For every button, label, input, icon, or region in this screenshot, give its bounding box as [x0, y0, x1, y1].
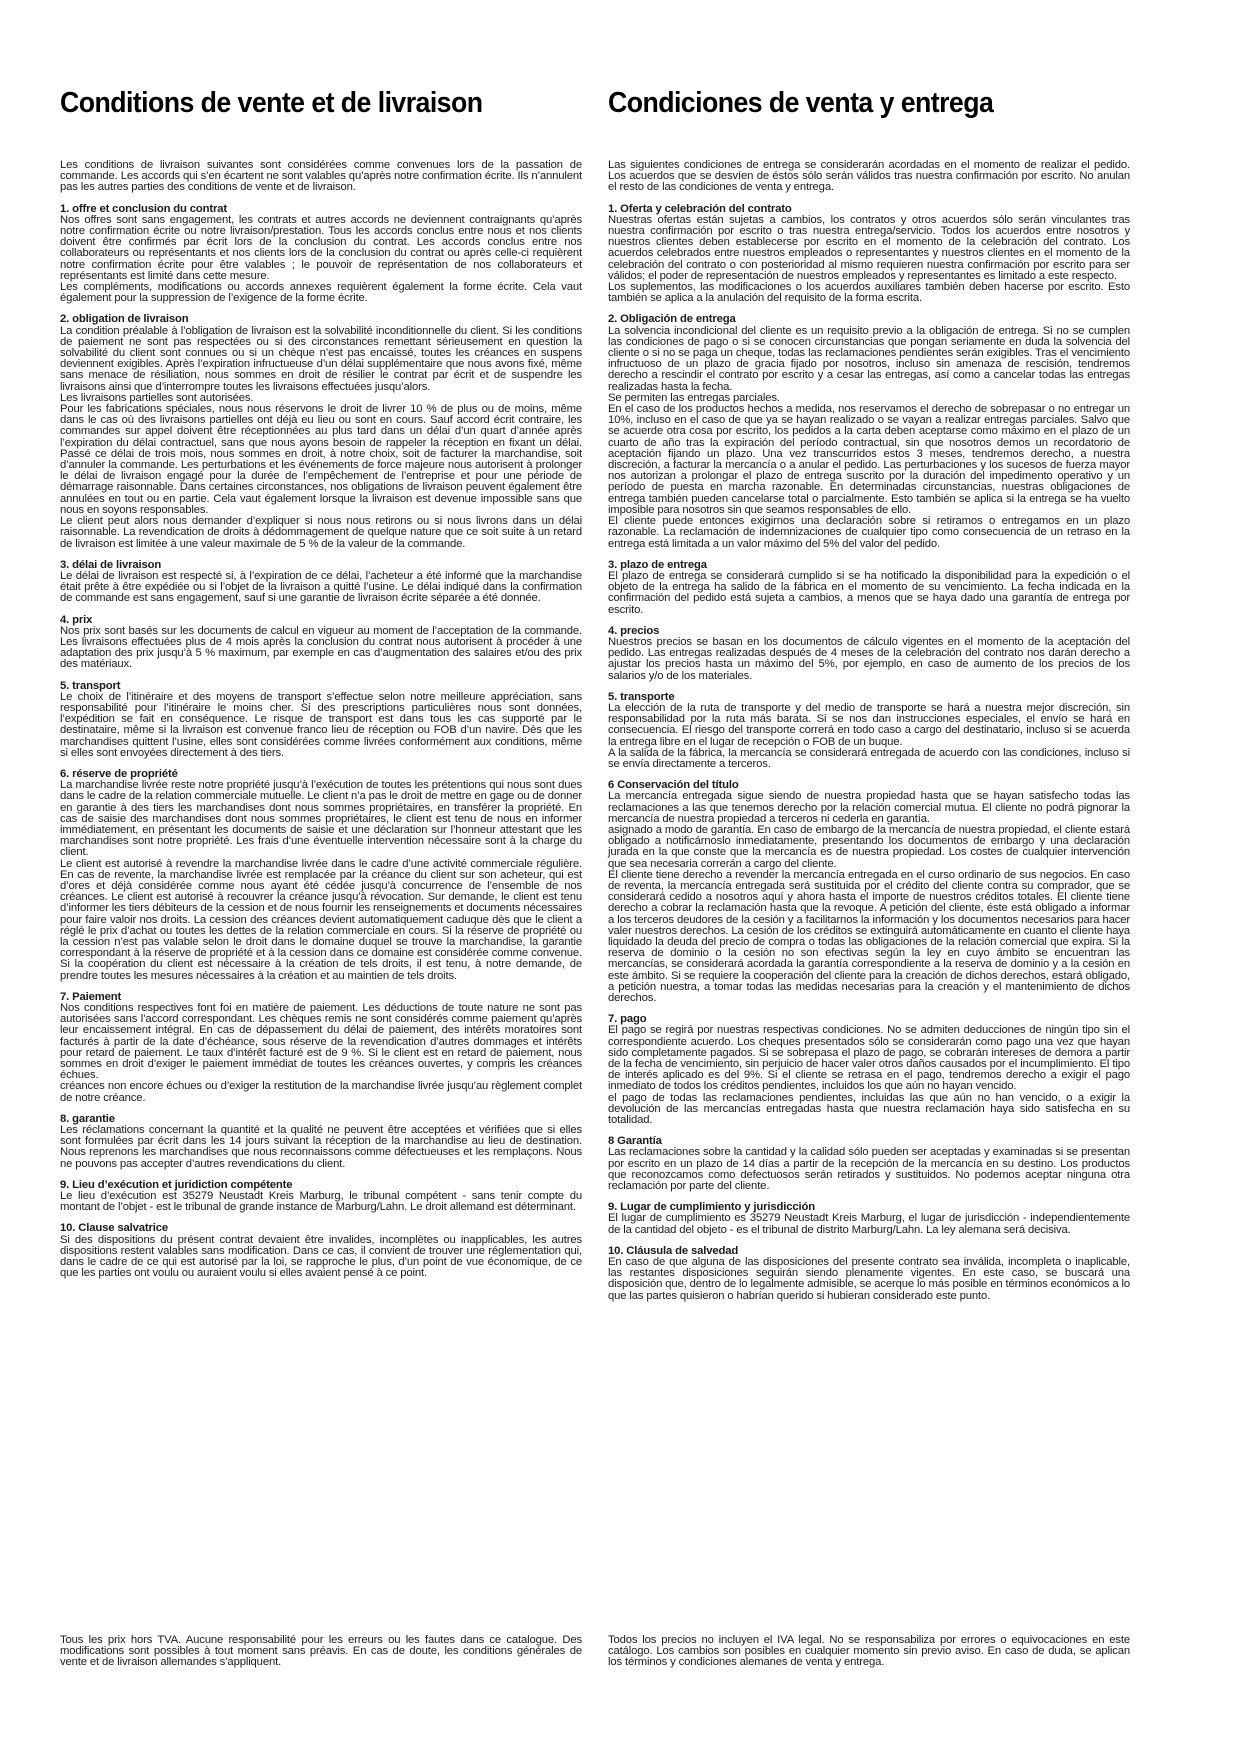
section-es-10	[608, 1246, 1130, 1302]
section-fr-1	[60, 204, 582, 305]
section-paragraph: El lugar de cumplimiento es 35279 Neustadt Kreis Marburg, el lugar de jurisdicción - independientemente de la cantidad del objeto - es el tribunal de distrito Marburg/Lahn. La ley alemana será decisiva.	[608, 1212, 1130, 1236]
section-title: 4. prix	[60, 613, 93, 626]
page-title-es: Condiciones de venta y entrega	[608, 87, 994, 119]
section-paragraph: El pago se regirá por nuestras respectivas condiciones. No se admiten deducciones de ningún tipo sin el correspondiente acuerdo. Los cheques presentados sólo se considerarán como pago una vez que hayan sido completamente pagados. Si se sobrepasa el plazo de pago, se cobrarán intereses de demora a partir de la fecha de vencimiento, sin perjuicio de hacer valer otros daños causados por el incumplimiento. El tipo de interés aplicado es del 9%. Si el cliente se retrasa en el pago, tendremos derecho a exigir el pago inmediato de todos los créditos pendientes, incluidos los que aún no hayan vencido.	[608, 1024, 1130, 1093]
section-paragraph: Nuestras ofertas están sujetas a cambios, los contratos y otros acuerdos sólo serán vinculantes tras nuestra confirmación por escrito o tras nuestra entrega/servicio. Todos los acuerdos entre nosotros y nuestros clientes deben establecerse por escrito en el momento de la celebración del contrato. Los acuerdos celebrados entre nuestros empleados o representantes y nuestros clientes en el momento de la celebración del contrato o con posterioridad al mismo requieren nuestra confirmación por escrito para ser válidos; el poder de representación de nuestros empleados y representantes es limitado a este respecto.	[608, 213, 1130, 282]
section-es-3	[608, 560, 1130, 616]
section-es-9	[608, 1202, 1130, 1236]
section-fr-2	[60, 314, 582, 549]
section-paragraph: Le choix de l’itinéraire et des moyens de transport s’effectue selon notre meilleure appréciation, sans responsabilité pour l’itinéraire le moins cher. Si des prescriptions particulières nous sont données, l’expédition se fait en conséquence. Le risque de transport est dans tous les cas supporté par le destinataire, même si la livraison est convenue franco lieu de réception ou FOB d’un navire. Dès que les marchandises quittent l’usine, elles sont considérées comme livrées conformément aux conditions, même si elles sont envoyées directement à des tiers.	[60, 690, 582, 759]
section-title: 9. Lieu d’exécution et juridiction compétente	[60, 1178, 293, 1191]
section-paragraph: Nuestros precios se basan en los documentos de cálculo vigentes en el momento de la aceptación del pedido. Las entregas realizadas después de 4 meses de la celebración del contrato nos darán derecho a ajustar los precios hasta un máximo del 5%, por ejemplo, en caso de aumento de los precios de los salarios y/o de los materiales.	[608, 635, 1130, 682]
section-paragraph: El cliente puede entonces exigirnos una declaración sobre si retiramos o entregamos en un plazo razonable. La reclamación de indemnizaciones de cualquier tipo como consecuencia de un retraso en la entrega está limitada a un valor máximo del 5% del valor del pedido.	[608, 515, 1130, 550]
page-title-fr: Conditions de vente et de livraison	[60, 87, 483, 119]
section-paragraph: Le délai de livraison est respecté si, à l’expiration de ce délai, l’acheteur a été informé que la marchandise était prête à être expédiée ou si l’objet de la livraison a quitté l’usine. Le délai indiqué dans la confirmation de commande est sans engagement, sauf si une garantie de livraison écrite séparée a été donnée.	[60, 569, 582, 605]
section-paragraph: Le client est autorisé à revendre la marchandise livrée dans le cadre d’une activité commerciale régulière. En cas de revente, la marchandise livrée est remplacée par la créance du client sur son acheteur, qui est d’ores et déjà considérée comme nous ayant été cédée jusqu’à concurrence de l’ensemble de nos créances. Le client est autorisé à recouvrer la créance jusqu’à révocation. Sur demande, le client est tenu d’informer les tiers débiteurs de la cession et de nous fournir les renseignements et documents nécessaires pour faire valoir nos droits. La cession des créances devient automatiquement caduque dès que le client a réglé le prix d’achat ou toutes les dettes de la relation commerciale en cours. Si la réserve de propriété ou la cession n’est pas valable selon le droit dans le domaine duquel se trouve la marchandise, la garantie correspondant à la réserve de propriété et à la cession dans ce domaine est considérée comme convenue. Si la coopération du client est nécessaire à la création de tels droits, il est tenu, à notre demande, de prendre toutes les mesures nécessaires à la création et au maintien de tels droits.	[60, 857, 582, 982]
section-title: 10. Clause salvatrice	[60, 1222, 169, 1235]
section-paragraph: La elección de la ruta de transporte y del medio de transporte se hará a nuestra mejor discreción, sin responsabilidad por la ruta más barata. Si se nos dan instrucciones especiales, el envío se hará en consecuencia. El riesgo del transporte correrá en todo caso a cargo del destinatario, incluso si se acuerda la entrega libre en el lugar de recepción o FOB de un buque.	[608, 701, 1130, 748]
section-fr-8	[60, 1114, 582, 1170]
section-title: 2. Obligación de entrega	[608, 313, 736, 326]
section-es-1	[608, 204, 1130, 305]
section-title: 7. pago	[608, 1013, 647, 1026]
section-paragraph: La condition préalable à l’obligation de livraison est la solvabilité inconditionnelle du client. Si les conditions de paiement ne sont pas respectées ou si des circonstances remettant sérieusement en question la solvabilité du client sont connues ou si un chèque n’est pas encaissé, toutes les créances en suspens deviennent exigibles. Après l’expiration infructueuse d’un délai supplémentaire que nous avons fixé, même sans menace de résiliation, nous sommes en droit de résilier le contrat par écrit et de suspendre les livraisons ainsi que d’interrompre toutes les livraisons effectuées jusqu’alors.	[60, 324, 582, 393]
section-fr-3	[60, 560, 582, 605]
section-paragraph: el pago de todas las reclamaciones pendientes, incluidas las que aún no han vencido, o a exigir la devolución de las mercancías entregadas hasta que nuestra reclamación haya sido satisfecha en su totalidad.	[608, 1091, 1130, 1127]
section-paragraph: La mercancía entregada sigue siendo de nuestra propiedad hasta que se hayan satisfecho todas las reclamaciones a las que tenemos derecho por la relación comercial mutua. El cliente no podrá pignorar la mercancía de nuestra propiedad a terceros ni cederla en garantía.	[608, 790, 1130, 825]
section-paragraph: Nos offres sont sans engagement, les contrats et autres accords ne deviennent contraignants qu’après notre confirmation écrite ou notre livraison/prestation. Tous les accords conclus entre nous et nos clients doivent être confirmés par écrit lors de la conclusion du contrat. Les accords conclus entre nos collaborateurs ou représentants et nos clients lors de la conclusion du contrat ou après celle-ci requièrent notre confirmation écrite pour être valables ; le pouvoir de représentation de nos collaborateurs et représentants est limité dans cette mesure.	[60, 213, 582, 282]
footer-note-fr: Tous les prix hors TVA. Aucune responsabilité pour les erreurs ou les fautes dans ce catalogue. Des modifications sont possibles à tout moment sans préavis. En cas de doute, les conditions générales de vente et de livraison allemandes s’appliquent.	[60, 1634, 582, 1669]
section-paragraph: Nos prix sont basés sur les documents de calcul en vigueur au moment de l’acceptation de la commande. Les livraisons effectuées plus de 4 mois après la conclusion du contrat nous autorisent à procéder à une adaptation des prix jusqu’à 5 % maximum, par exemple en cas d’augmentation des salaires et/ou des prix des matériaux.	[60, 624, 582, 671]
section-paragraph: El plazo de entrega se considerará cumplido si se ha notificado la disponibilidad para la expedición o el objeto de la entrega ha salido de la fábrica en el momento de su vencimiento. La fecha indicada en la confirmación del pedido está sujeta a cambios, a menos que se haya dado una garantía de entrega por escrito.	[608, 569, 1130, 616]
section-paragraph: En caso de que alguna de las disposiciones del presente contrato sea inválida, incompleta o inaplicable, las restantes disposiciones seguirán siendo plenamente vigentes. En este caso, se buscará una disposición que, dentro de lo legalmente admisible, se acerque lo más posible en términos económicos a lo que las partes quisieron o habrían querido si hubieran considerado este punto.	[608, 1256, 1130, 1302]
section-paragraph: Le client peut alors nous demander d’expliquer si nous nous retirons ou si nous livrons dans un délai raisonnable. La revendication de droits à dédommagement de quelque nature que ce soit suite à un retard de livraison est limitée à une valeur maximale de 5 % de la valeur de la commande.	[60, 515, 582, 550]
section-paragraph: Le lieu d’exécution est 35279 Neustadt Kreis Marburg, le tribunal compétent - sans tenir compte du montant de l’objet - est le tribunal de grande instance de Marburg/Lahn. Le droit allemand est déterminant.	[60, 1190, 582, 1214]
section-title: 4. precios	[608, 624, 660, 637]
section-es-7	[608, 1014, 1130, 1126]
section-paragraph: asignado a modo de garantía. En caso de embargo de la mercancía de nuestra propiedad, el cliente estará obligado a notificárnoslo inmediatamente, presentando los documentos de embargo y una declaración jurada en la que conste que la mercancía es de nuestra propiedad. Los costes de cualquier intervención que sea necesaria correrán a cargo del cliente.	[608, 823, 1130, 870]
section-title: 7. Paiement	[60, 990, 122, 1003]
section-title: 6 Conservación del título	[608, 779, 739, 792]
section-fr-5	[60, 681, 582, 759]
footer-note-es: Todos los precios no incluyen el IVA legal. No se responsabiliza por errores o equivocaciones en este catálogo. Los cambios son posibles en cualquier momento sin previo aviso. En caso de duda, se aplican los términos y condiciones alemanes de venta y entrega.	[608, 1634, 1130, 1669]
section-fr-7	[60, 992, 582, 1104]
section-es-8	[608, 1136, 1130, 1192]
section-paragraph: Nos conditions respectives font foi en matière de paiement. Les déductions de toute nature ne sont pas autorisées sans l’accord correspondant. Les chèques remis ne sont considérés comme paiement qu’après leur encaissement intégral. En cas de dépassement du délai de paiement, des intérêts moratoires sont facturés à partir de la date d’échéance, sous réserve de la revendication d’autres dommages et intérêts pour retard de paiement. Le taux d’intérêt facturé est de 9 %. Si le client est en retard de paiement, nous sommes en droit d’exiger le paiement immédiat de toutes les créances ouvertes, y compris les créances échues.	[60, 1002, 582, 1082]
section-title: 5. transport	[60, 679, 121, 692]
section-paragraph: La solvencia incondicional del cliente es un requisito previo a la obligación de entrega. Si no se cumplen las condiciones de pago o si se conocen circunstancias que pongan seriamente en duda la solvencia del cliente o si no se paga un cheque, todas las reclamaciones pendientes serán exigibles. Tras el vencimiento infructuoso de un plazo de gracia fijado por nosotros, incluso sin amenaza de rescisión, tendremos derecho a rescindir el contrato por escrito y a cesar las entregas, así como a cancelar todas las entregas realizadas hasta la fecha.	[608, 324, 1130, 393]
sections-fr	[60, 204, 582, 1280]
section-title: 8 Garantía	[608, 1135, 662, 1148]
section-es-6	[608, 780, 1130, 1004]
section-paragraph: La marchandise livrée reste notre propriété jusqu’à l’exécution de toutes les prétentions qui nous sont dues dans le cadre de la relation commerciale mutuelle. Le client n’a pas le droit de mettre en gage ou de donner en garantie à des tiers les marchandises dont nous sommes propriétaires, en transférer la propriété. En cas de saisie des marchandises dont nous sommes propriétaires, le client est tenu de nous en informer immédiatement, en présentant les documents de saisie et une déclaration sur l’honneur attestant que les marchandises sont notre propriété. Les frais d’une éventuelle intervention nécessaire sont à la charge du client.	[60, 779, 582, 859]
section-paragraph: Las reclamaciones sobre la cantidad y la calidad sólo pueden ser aceptadas y examinadas si se presentan por escrito en un plazo de 14 días a partir de la recepción de la mercancía en su destino. Los productos que reconozcamos como defectuosos serán retirados y sustituidos. No podemos aceptar ninguna otra reclamación por parte del cliente.	[608, 1146, 1130, 1193]
section-title: 10. Cláusula de salvedad	[608, 1244, 739, 1257]
section-title: 5. transporte	[608, 690, 675, 703]
section-paragraph: Les livraisons partielles sont autorisées.	[60, 391, 254, 404]
section-title: 3. plazo de entrega	[608, 558, 707, 571]
section-title: 2. obligation de livraison	[60, 313, 189, 326]
section-paragraph: A la salida de la fábrica, la mercancía se considerará entregada de acuerdo con las condiciones, incluso si se envía directamente a terceros.	[608, 746, 1130, 770]
section-fr-4	[60, 615, 582, 671]
section-title: 9. Lugar de cumplimiento y jurisdicción	[608, 1201, 815, 1214]
section-paragraph: En el caso de los productos hechos a medida, nos reservamos el derecho de sobrepasar o no entregar un 10%, incluso en el caso de que ya se hayan realizado o se vayan a realizar entregas parciales. Salvo que se acuerde otra cosa por escrito, los pedidos a la carta deben aceptarse como máximo en el plazo de un cuarto de año tras la expiración del período contractual, sin que nosotros demos un recordatorio de aceptación fijando un plazo. Una vez transcurridos estos 3 meses, tendremos derecho, a nuestra discreción, a facturar la mercancía o a anular el pedido. Las perturbaciones y los sucesos de fuerza mayor nos autorizan a prolongar el plazo de entrega suscrito por la duración del impedimento operativo y un período de puesta en marcha razonable. En determinadas circunstancias, nuestras obligaciones de entrega también pueden cancelarse total o parcialmente. Esto también se aplica si la entrega se ha vuelto imposible para nosotros sin que seamos responsables de ello.	[608, 403, 1130, 516]
section-paragraph: El cliente tiene derecho a revender la mercancía entregada en el curso ordinario de sus negocios. En caso de reventa, la mercancía entregada será sustituida por el crédito del cliente contra su comprador, que se considerará cedido a nosotros aquí y ahora hasta el importe de nuestros créditos totales. El cliente tiene derecho a cobrar la reclamación hasta que la revoque. A petición del cliente, éste está obligado a informar a los terceros deudores de la cesión y a facilitarnos la información y los documentos necesarios para hacer valer nuestros derechos. La cesión de los créditos se extinguirá automáticamente en cuanto el cliente haya liquidado la deuda del precio de compra o todas las obligaciones de la relación comercial que expira. Si la reserva de dominio o la cesión no son efectivas según la ley en cuyo ámbito se encuentran las mercancías, se considerará acordada la garantía correspondiente a la reserva de dominio y a la cesión en este ámbito. Si se requiere la cooperación del cliente para la creación de dichos derechos, estará obligado, a petición nuestra, a tomar todas las medidas necesarias para la creación y el mantenimiento de dichos derechos.	[608, 868, 1130, 1005]
section-fr-9	[60, 1180, 582, 1214]
french-column	[60, 86, 582, 1289]
section-es-5	[608, 692, 1130, 770]
section-paragraph: Si des dispositions du présent contrat devaient être invalides, incomplètes ou inapplicables, les autres dispositions restent valables sans modification. Dans ce cas, il convient de trouver une réglementation qui, dans le cadre de ce qui est autorisé par la loi, se rapproche le plus, d’un point de vue économique, de ce que les parties ont voulu ou auraient voulu si elles avaient pensé à ce point.	[60, 1233, 582, 1280]
section-title: 8. garantie	[60, 1112, 115, 1125]
section-title: 1. Oferta y celebración del contrato	[608, 202, 792, 215]
section-fr-6	[60, 769, 582, 982]
intro-text-es: Las siguientes condiciones de entrega se considerarán acordadas en el momento de realizar el pedido. Los acuerdos que se desvíen de éstos sólo serán válidos tras nuestra confirmación por escrito. No anulan el resto de las condiciones de venta y entrega.	[608, 159, 1130, 194]
section-es-4	[608, 626, 1130, 682]
section-paragraph: Se permiten las entregas parciales.	[608, 391, 780, 404]
section-title: 1. offre et conclusion du contrat	[60, 202, 228, 215]
section-title: 6. réserve de propriété	[60, 767, 178, 780]
spanish-column	[608, 86, 1130, 1312]
section-paragraph: créances non encore échues ou d’exiger la restitution de la marchandise livrée jusqu’au règlement complet de notre créance.	[60, 1080, 582, 1104]
section-es-2	[608, 314, 1130, 549]
sections-es	[608, 204, 1130, 1302]
section-paragraph: Les réclamations concernant la quantité et la qualité ne peuvent être acceptées et vérifiées que si elles sont formulées par écrit dans les 14 jours suivant la réception de la marchandise au lieu de destination. Nous reprenons les marchandises que nous reconnaissons comme défectueuses et les remplaçons. Nous ne pouvons pas accepter d’autres revendications du client.	[60, 1124, 582, 1170]
section-paragraph: Les compléments, modifications ou accords annexes requièrent également la forme écrite. Cela vaut également pour la suppression de l’exigence de la forme écrite.	[60, 281, 582, 305]
intro-text-fr: Les conditions de livraison suivantes sont considérées comme convenues lors de la passation de commande. Les accords qui s’en écartent ne sont valables qu’après notre confirmation écrite. Ils n’annulent pas les autres parties des conditions de vente et de livraison.	[60, 159, 582, 194]
section-paragraph: Los suplementos, las modificaciones o los acuerdos auxiliares también deben hacerse por escrito. Esto también se aplica a la anulación del requisito de la forma escrita.	[608, 281, 1130, 305]
section-title: 3. délai de livraison	[60, 558, 162, 571]
section-fr-10	[60, 1223, 582, 1279]
section-paragraph: Pour les fabrications spéciales, nous nous réservons le droit de livrer 10 % de plus ou de moins, même dans le cas où des livraisons partielles ont déjà eu lieu ou sont en cours. Sauf accord écrit contraire, les commandes sur appel doivent être réceptionnées au plus tard dans un délai d’un quart d’année après l’expiration du délai contractuel, sans que nous ayons besoin de rappeler la réception en fixant un délai. Passé ce délai de trois mois, nous sommes en droit, à notre choix, soit de facturer la marchandise, soit d’annuler la commande. Les perturbations et les événements de force majeure nous autorisent à prolonger le délai de livraison engagé pour la durée de l’empêchement de l’entreprise et pour une période de démarrage raisonnable. Dans certaines circonstances, nos obligations de livraison peuvent également être annulées en tout ou en partie. Cela vaut également lorsque la livraison est devenue impossible sans que nous en soyons responsables.	[60, 403, 582, 516]
